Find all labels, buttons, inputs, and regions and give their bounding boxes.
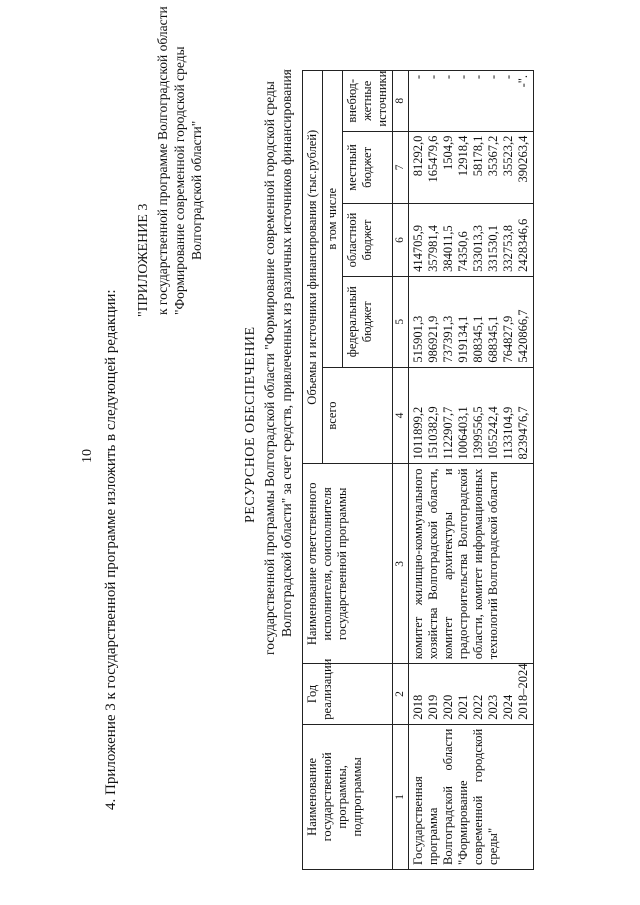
value-total: 1399556,5 bbox=[471, 406, 485, 460]
value-total: 1510382,9 bbox=[426, 406, 440, 460]
cell-federal bbox=[409, 276, 534, 367]
value-regional: 357981,4 bbox=[426, 224, 440, 272]
value-total: 1011899,2 bbox=[411, 406, 425, 460]
header-total: всего bbox=[323, 367, 393, 464]
value-local: 1504,9 bbox=[441, 135, 455, 170]
header-executor: Наименование ответственного исполнителя, соисполнителя государственной программы bbox=[303, 464, 393, 664]
col-number: 1 bbox=[393, 724, 409, 869]
value-regional: 384011,5 bbox=[441, 225, 455, 272]
document-subtitle-line-2: Волгоградской области" за счет средств, привлеченных из различных источников финансирования bbox=[279, 69, 294, 637]
header-federal: федеральный бюджет bbox=[343, 276, 393, 367]
cell-total bbox=[409, 367, 534, 464]
col-number: 5 bbox=[393, 276, 409, 367]
value-regional: 74350,6 bbox=[456, 231, 470, 272]
col-number: 6 bbox=[393, 204, 409, 277]
cell-program-name: Государственная программа Волгоградской области "Формирование современной городской среды" bbox=[409, 724, 534, 869]
table-header-row bbox=[303, 71, 323, 870]
appendix-line-2: "Формирование современной городской среды bbox=[172, 46, 187, 315]
value-local: 390263,4 bbox=[516, 135, 530, 183]
header-local: местный бюджет bbox=[343, 131, 393, 204]
header-including: в том числе bbox=[323, 71, 343, 368]
col-number: 8 bbox=[393, 71, 409, 132]
document-subtitle-line-1: государственной программы Волгоградской области "Формирование современной городской среды bbox=[262, 81, 277, 655]
value-local: 35523,2 bbox=[501, 135, 515, 177]
value-years: 2020 bbox=[441, 694, 455, 720]
value-local: 12918,4 bbox=[456, 135, 470, 177]
value-federal: 737391,3 bbox=[441, 315, 455, 363]
value-federal: 688345,1 bbox=[486, 315, 500, 363]
cell-executor: комитет жилищно-коммунального хозяйства Волгоградской области, комитет архитектуры и градостроительства Волгоградской области, комитет информационных технологий Волгоградской области bbox=[409, 464, 534, 664]
value-local: 165479,6 bbox=[426, 135, 440, 183]
header-year: Год реализации bbox=[303, 664, 393, 725]
value-years: 2022 bbox=[471, 694, 485, 720]
value-extra: -". bbox=[516, 75, 530, 88]
value-extra: - bbox=[441, 75, 455, 80]
value-extra: - bbox=[411, 75, 425, 80]
value-regional: 414705,9 bbox=[411, 224, 425, 272]
value-regional: 533013,3 bbox=[471, 224, 485, 272]
col-number: 3 bbox=[393, 464, 409, 664]
col-number: 2 bbox=[393, 664, 409, 725]
cell-years bbox=[409, 664, 534, 725]
value-years: 2021 bbox=[456, 694, 470, 720]
intro-paragraph: 4. Приложение 3 к государственной программе изложить в следующей редакции: bbox=[103, 289, 119, 810]
appendix-line-3: Волгоградской области" bbox=[189, 120, 204, 260]
value-total: 1133104,9 bbox=[501, 406, 515, 460]
value-years: 2018 bbox=[411, 694, 425, 720]
page-number: 10 bbox=[80, 449, 95, 463]
value-extra: - bbox=[486, 75, 500, 80]
appendix-line-1: к государственной программе Волгоградской области bbox=[155, 6, 170, 315]
value-years: 2023 bbox=[486, 694, 500, 720]
appendix-title: "ПРИЛОЖЕНИЕ 3 bbox=[136, 203, 151, 317]
header-program-name: Наименование государственной программы, подпрограммы bbox=[303, 724, 393, 869]
value-extra: - bbox=[471, 75, 485, 80]
value-federal: 919134,1 bbox=[456, 315, 470, 363]
value-local: 35367,2 bbox=[486, 135, 500, 177]
value-federal: 808345,1 bbox=[471, 315, 485, 363]
table-row bbox=[409, 71, 534, 870]
cell-regional bbox=[409, 204, 534, 277]
value-years: 2019 bbox=[426, 694, 440, 720]
document-title: РЕСУРСНОЕ ОБЕСПЕЧЕНИЕ bbox=[243, 326, 258, 523]
cell-local bbox=[409, 131, 534, 204]
column-number-row bbox=[393, 71, 409, 870]
header-regional: областной бюджет bbox=[343, 204, 393, 277]
value-federal: 986921,9 bbox=[426, 315, 440, 363]
resource-table bbox=[302, 70, 534, 870]
value-local: 58178,1 bbox=[471, 135, 485, 177]
col-number: 4 bbox=[393, 367, 409, 464]
value-total: 1006403,1 bbox=[456, 406, 470, 460]
header-extra: внебюд-жетные источники bbox=[343, 71, 393, 132]
value-total: 1055242,4 bbox=[486, 406, 500, 460]
header-volumes: Объемы и источники финансирования (тыс.рублей) bbox=[303, 71, 323, 464]
value-federal: 764827,9 bbox=[501, 315, 515, 363]
value-regional: 331530,1 bbox=[486, 224, 500, 272]
col-number: 7 bbox=[393, 131, 409, 204]
value-years: 2024 bbox=[501, 694, 515, 720]
value-extra: - bbox=[456, 75, 470, 80]
value-federal: 5420866,7 bbox=[516, 309, 530, 363]
value-total: 1122907,7 bbox=[441, 406, 455, 460]
value-local: 81292,0 bbox=[411, 135, 425, 177]
value-regional: 332753,8 bbox=[501, 224, 515, 272]
value-total: 8239476,7 bbox=[516, 406, 530, 460]
cell-extra bbox=[409, 71, 534, 132]
value-regional: 2428346,6 bbox=[516, 218, 530, 272]
value-federal: 515901,3 bbox=[411, 315, 425, 363]
value-years: 2018–2024 bbox=[516, 663, 530, 720]
value-extra: - bbox=[426, 75, 440, 80]
value-extra: - bbox=[501, 75, 515, 80]
